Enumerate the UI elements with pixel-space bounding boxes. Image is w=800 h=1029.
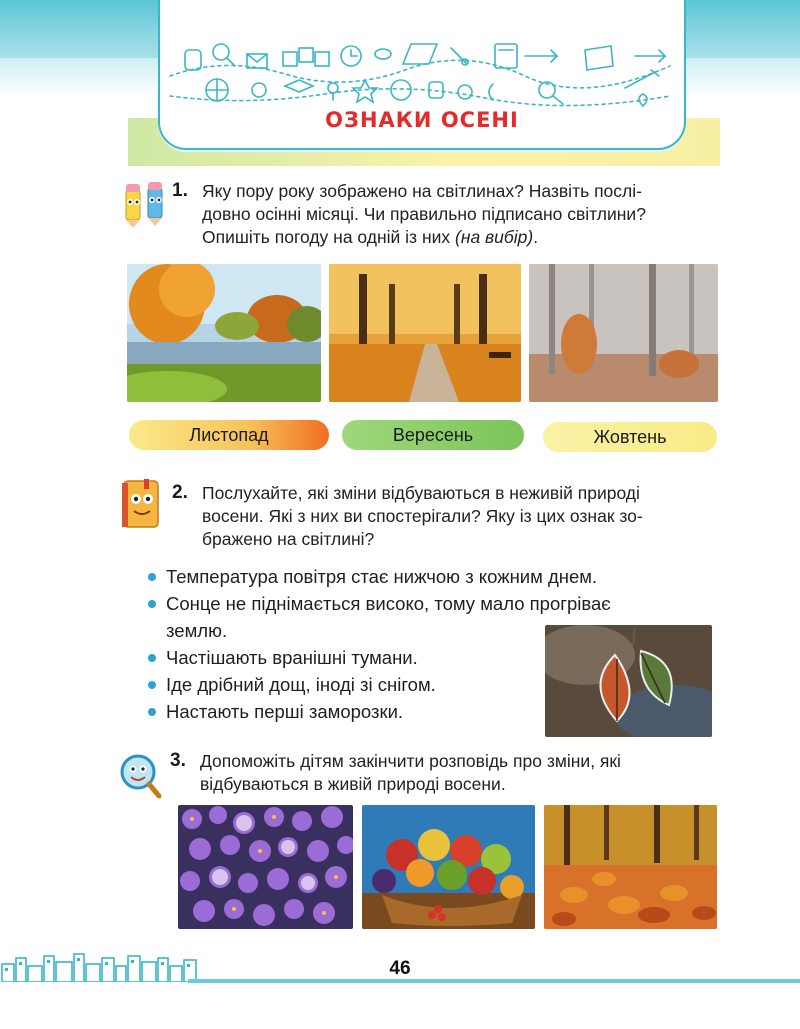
photo-autumn-park-lake xyxy=(127,264,321,402)
list-item-continuation: землю. xyxy=(166,620,228,641)
task-2 xyxy=(172,482,732,554)
list-item: Частішають вранішні тумани. xyxy=(148,644,728,671)
task-line: Послухайте, які зміни відбуваються в неживій природі xyxy=(202,483,640,503)
task-line: Допоможіть дітям закінчити розповідь про зміни, які xyxy=(200,751,621,771)
month-label-veresen: Вересень xyxy=(342,420,524,450)
bullet-icon xyxy=(148,681,156,689)
task-line: бражено на світлині? xyxy=(202,529,375,549)
task-line: Опишіть погоду на одній із них (на вибір). xyxy=(202,227,539,247)
task-number: 3. xyxy=(170,750,186,771)
photo-fallen-leaves xyxy=(544,805,717,929)
list-item: Сонце не піднімається високо, тому мало прогріває xyxy=(148,590,728,617)
page-number: 46 xyxy=(389,958,411,979)
task-line: Яку пору року зображено на світлинах? Назвіть послі- xyxy=(202,181,642,201)
photo-foggy-forest xyxy=(529,264,718,402)
task-italic: (на вибір) xyxy=(455,227,534,247)
list-item: Іде дрібний дощ, іноді зі снігом. xyxy=(148,671,728,698)
task-text xyxy=(200,750,621,796)
task-1 xyxy=(172,180,732,252)
bullet-icon xyxy=(148,654,156,662)
city-skyline-icon xyxy=(0,952,200,982)
month-label-zhovten: Жовтень xyxy=(543,422,717,452)
footer-line xyxy=(188,979,800,983)
task-number: 2. xyxy=(172,482,188,503)
photo-autumn-alley xyxy=(329,264,521,402)
pencil-mascots-icon xyxy=(120,180,170,228)
photo-fruit-basket xyxy=(362,805,535,929)
task-number: 1. xyxy=(172,180,188,201)
task-text xyxy=(202,482,643,551)
month-label-listopad: Листопад xyxy=(129,420,329,450)
page-title: ОЗНАКИ ОСЕНІ xyxy=(325,108,519,132)
list-item: Настають перші заморозки. xyxy=(148,698,728,725)
bullet-icon xyxy=(148,573,156,581)
bullet-icon xyxy=(148,600,156,608)
task-line: восени. Які з них ви спостерігали? Яку із цих ознак зо- xyxy=(202,506,643,526)
task-3 xyxy=(170,750,730,798)
school-doodles-icon xyxy=(165,36,680,108)
magnifier-mascot-icon xyxy=(118,752,162,800)
task-line: відбуваються в живій природі восени. xyxy=(200,774,506,794)
task-line: довно осінні місяці. Чи правильно підписано світлини? xyxy=(202,204,646,224)
photo-asters xyxy=(178,805,353,929)
list-item: Температура повітря стає нижчою з кожним днем. xyxy=(148,563,728,590)
book-mascot-icon xyxy=(118,477,166,533)
photo-frosted-leaf xyxy=(545,625,712,737)
task-text xyxy=(202,180,646,249)
bullet-icon xyxy=(148,708,156,716)
